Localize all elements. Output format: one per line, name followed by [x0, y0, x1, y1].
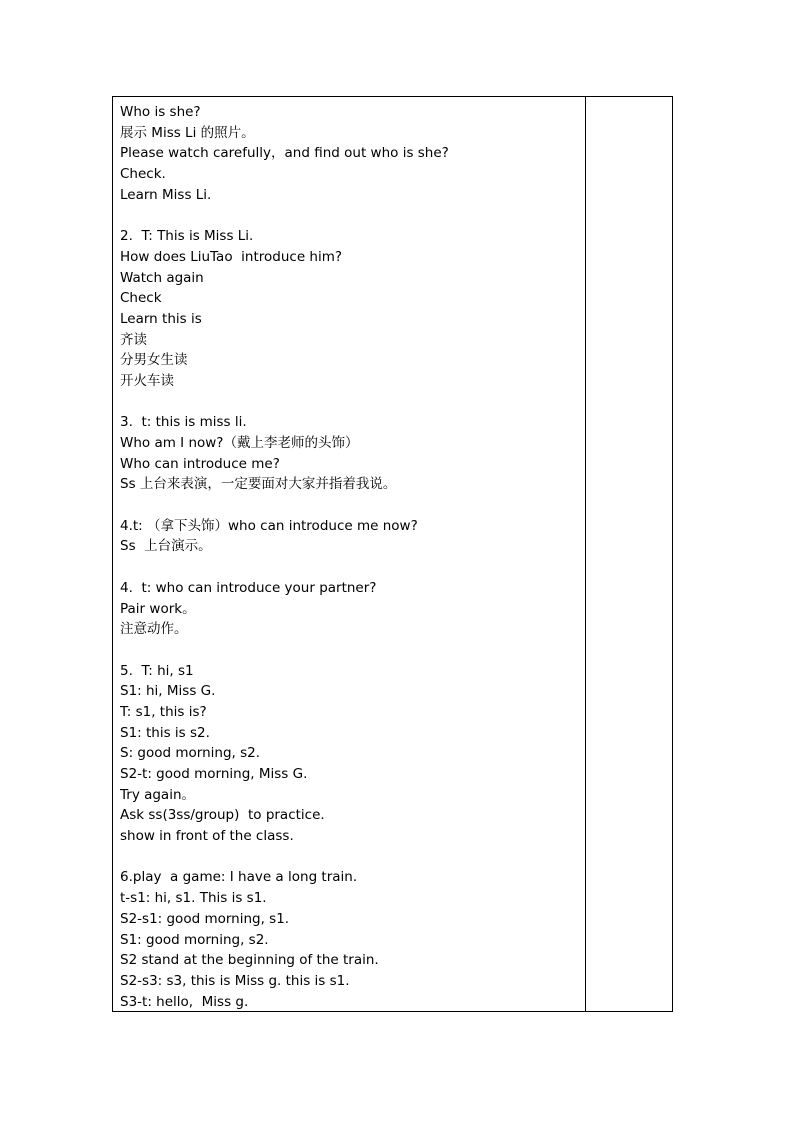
block-7: [120, 867, 585, 1011]
text-line: Check: [120, 290, 162, 307]
text-line: T: s1, this is?: [120, 703, 207, 720]
text-line: Who can introduce me?: [120, 455, 280, 472]
text-line: S1: hi, Miss G.: [120, 683, 216, 700]
text-line: Pair work。: [120, 600, 196, 617]
blank-line: [120, 847, 585, 868]
text-line: S2-s1: good morning, s1.: [120, 910, 290, 927]
text-line: Please watch carefully，and find out who is she?: [120, 145, 449, 162]
block-2: [120, 226, 585, 392]
text-line: S1: this is s2.: [120, 724, 210, 741]
text-line: 3. t: this is miss li.: [120, 414, 247, 431]
text-line: S1: good morning, s2.: [120, 931, 269, 948]
blank-line: [120, 205, 585, 226]
blank-line: [120, 392, 585, 413]
text-line: t-s1: hi, s1. This is s1.: [120, 890, 267, 907]
block-3: [120, 412, 585, 495]
text-line: Watch again: [120, 269, 204, 286]
lesson-procedure-cell: [113, 97, 585, 1011]
text-line: 注意动作。: [120, 621, 188, 638]
text-line: 齐读: [120, 331, 147, 348]
text-line: Ask ss(3ss/group) to practice.: [120, 807, 325, 824]
text-line: show in front of the class.: [120, 828, 294, 845]
text-line: 5. T: hi, s1: [120, 662, 194, 679]
text-line: 展示 Miss Li 的照片。: [120, 124, 255, 141]
text-line: 开火车读: [120, 372, 174, 389]
block-6: [120, 661, 585, 847]
text-line: How does LiuTao introduce him?: [120, 248, 343, 265]
text-line: Learn Miss Li.: [120, 186, 212, 203]
text-line: S2-t: good morning, Miss G.: [120, 766, 308, 782]
notes-cell: [586, 97, 672, 1011]
text-line: Learn this is: [120, 310, 202, 327]
text-line: Who am I now?（戴上李老师的头饰）: [120, 435, 359, 451]
blank-line: [120, 495, 585, 516]
blank-line: [120, 557, 585, 578]
block-1: [120, 102, 585, 205]
text-line: Ss 上台演示。: [120, 538, 212, 555]
text-line: S3-t: hello, Miss g.: [120, 993, 249, 1010]
text-line: Try again。: [120, 786, 196, 803]
block-4: [120, 516, 585, 557]
text-line: Check.: [120, 166, 166, 183]
text-line: 2. T: This is Miss Li.: [120, 228, 254, 245]
text-line: 分男女生读: [120, 352, 188, 369]
blank-line: [120, 640, 585, 661]
text-line: Ss 上台来表演，一定要面对大家并指着我说。: [120, 476, 397, 493]
text-line: S: good morning, s2.: [120, 745, 261, 762]
text-line: S2-s3: s3, this is Miss g. this is s1.: [120, 972, 350, 989]
text-line: 4.t: （拿下头饰）who can introduce me now?: [120, 517, 418, 534]
text-line: Who is she?: [120, 104, 201, 120]
text-line: 4. t: who can introduce your partner?: [120, 579, 377, 596]
block-5: [120, 578, 585, 640]
lesson-table: [112, 96, 673, 1012]
text-line: 6.play a game: I have a long train.: [120, 869, 358, 886]
text-line: S2 stand at the beginning of the train.: [120, 952, 379, 969]
